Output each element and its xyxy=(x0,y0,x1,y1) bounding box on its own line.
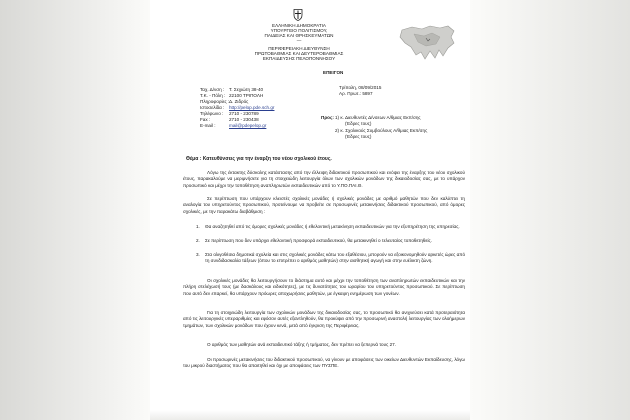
body-paragraph: Ο αριθμός των μαθητών ανά εκπαιδευτικό τάξης ή τμήματος, δεν πρέπει να ξεπερνά τους 27. xyxy=(207,342,396,347)
subject-text: Κατευθύνσεις για την έναρξη του νέου σχολικού έτους. xyxy=(202,156,332,162)
list-number: 2. xyxy=(196,238,200,243)
email-link[interactable]: mail@pdepelop.gr xyxy=(229,123,267,128)
recipients-label: Προς: xyxy=(321,115,334,120)
contact-value: 2710 - 230789 xyxy=(229,111,259,116)
body-paragraph: Οι προσωρινές μετακινήσεις του διδακτικού προσωπικού, να γίνουν με αποφάσεις των οικείων Διευθυντών Εκπαίδευσης, λόγω του μικρού διαστήματος που θα απαιτηθεί και όχι με αποφάσεις των ΠΥΣΠΕ. xyxy=(183,357,465,369)
scan-bottom-shade xyxy=(150,410,470,420)
body-paragraph: Σε περίπτωση που υπάρχουν κλειστές σχολικές μονάδες ή σχολικές μονάδες με αριθμό μαθητών που δεν καλύπτει τη αναλογία του υπηρετούντος προσωπικού, προτείνουμε να προβείτε σε προσωρινές μετακινήσεις διδακτικού προσωπικού, από όμορες σχολικές, με την παρακάτω διαβάθμιση : xyxy=(183,196,465,214)
contact-value: 2710 - 230438 xyxy=(229,117,259,122)
list-number: 3. xyxy=(196,252,200,257)
org-line: ΠΑΙΔΕΙΑΣ ΚΑΙ ΘΡΗΣΚΕΥΜΑΤΩΝ xyxy=(264,33,334,38)
contact-label: Πληροφορίες : xyxy=(200,99,230,104)
protocol-number: Αρ. Πρωτ.: 5897 xyxy=(339,91,373,96)
body-paragraph: Λόγω της έκτακτης δύσκολης κατάστασης από την έλλειψη διδακτικού προσωπικού και ενόψει της έναρξης του νέου σχολικού έτους, παρακαλούμε να μεριμνήσετε για τη στοιχειώδη λειτουργία όλων των σχολικών μονάδων της δικαιοδοσίας σας, με το υπάρχον προσωπικό και μέχρι την τοποθέτηση αναπληρωτών εκπαιδευτικών από το Υ.ΠΟ.ΠΑΙ.Θ. xyxy=(183,170,465,188)
org-separator: — xyxy=(296,38,302,43)
body-paragraph: Για τη στοιχειώδη λειτουργία των σχολικών μονάδων της δικαιοδοσίας σας, το προσωπικό θα ανιχνεύσει κατά προτεραιότητα από τις λειτουργικές υπεραριθμίες και εφόσον αυτές εξαντληθούν, θα προκύψει από την προσωρινή αναστολή λειτουργίας των ολοήμερων τμημάτων, των σχολικών μονάδων που έχουν κενά, μετά από έγκριση της Περιφέρειας. xyxy=(183,310,465,328)
list-number: 1. xyxy=(196,224,200,229)
contact-label: Τ.Κ. - Πόλη : xyxy=(200,93,226,98)
recipient-line: (Έδρες τους) xyxy=(345,121,372,126)
list-item: Θα αναζητηθεί από τις όμορες σχολικές μονάδες ή εθελοντική μετακίνηση εκπαιδευτικών για την εξυπηρέτηση της υπηρεσίας. xyxy=(205,224,460,229)
hellenic-emblem-icon xyxy=(293,9,303,21)
contact-label: Ιστοσελίδα : xyxy=(200,105,225,110)
org-line: ΕΛΛΗΝΙΚΗ ΔΗΜΟΚΡΑΤΙΑ xyxy=(272,23,326,28)
contact-label: E-mail : xyxy=(200,123,216,128)
website-link[interactable]: http://pelop.pde.sch.gr xyxy=(229,105,275,110)
org-line: ΕΚΠΑΙΔΕΥΣΗΣ ΠΕΛΟΠΟΝΝΗΣΟΥ xyxy=(262,56,336,61)
contact-value: Τ. Σεχιώτη 38-40 xyxy=(229,87,264,92)
recipient-line: 1) κ. Διευθυντές Δ/νσεων Α/θμιας Εκπ/σης xyxy=(335,115,421,120)
scan-left-shadow xyxy=(0,0,150,420)
list-item: Σε περίπτωση που δεν υπάρχει εθελοντική προσφορά εκπαιδευτικού, θα μετακινηθεί ο τελευταίος τοποθετηθείς. xyxy=(205,238,432,243)
urgency-label: ΕΠΕΙΓΟΝ xyxy=(323,70,344,75)
contact-value: 22100 ΤΡΙΠΟΛΗ xyxy=(229,93,264,98)
scan-right-edge xyxy=(470,0,630,420)
body-paragraph: Οι σχολικές μονάδες θα λειτουργήσουν το διάστημα αυτό και μέχρι την τοποθέτηση των αναπληρωτών εκπαιδευτικών και την πλήρη στελέχωσή τους (με δασκάλους και ειδικότητες), με τις δυνατότητες του ωραρίου του υπηρετούντος προσωπικού. Σε περίπτωση που αυτό δεν επαρκεί, θα υπάρχουν πρόωρες αποχωρήσεις μαθητών, με έγκαιρη ενημέρωση των γονέων. xyxy=(183,278,465,296)
recipient-line: (Έδρες τους) xyxy=(345,134,372,139)
contact-label: Τηλέφωνο : xyxy=(200,111,224,116)
org-line: ΥΠΟΥΡΓΕΙΟ ΠΟΛΙΤΙΣΜΟΥ, xyxy=(270,28,328,33)
contact-label: Ταχ. Δ/νση : xyxy=(200,87,225,92)
place-date: Τρίπολη, 08/09/2015 xyxy=(339,85,382,90)
list-item: Στα ολιγοθέσια δημοτικά σχολεία και στις σχολικές μονάδες κάτω του εξαθέσιου, μπορούν να εξοικονομηθούν αρκετές ώρες από τη συνδιδασκαλία τάξεων (όπου το επιτρέπει ο αριθμός μαθητών) στην αισθητική αγωγή και στην ευέλικτη ζώνη. xyxy=(205,252,465,264)
org-line: ΠΕΡΙΦΕΡΕΙΑΚΗ ΔΙΕΥΘΥΝΣΗ xyxy=(268,46,330,51)
contact-label: Fax : xyxy=(200,117,211,122)
contact-value: Δ. Ζιδρός xyxy=(229,99,249,104)
peloponnese-map-image xyxy=(396,22,458,62)
recipient-line: 2) κ. Σχολικούς Συμβούλους Α/θμιας Εκπ/σης xyxy=(335,128,428,133)
subject-line xyxy=(186,157,332,163)
org-line: ΠΡΩΤΟΒΑΘΜΙΑΣ ΚΑΙ ΔΕΥΤΕΡΟΒΑΘΜΙΑΣ xyxy=(254,51,344,56)
subject-label: Θέμα : xyxy=(186,156,202,162)
